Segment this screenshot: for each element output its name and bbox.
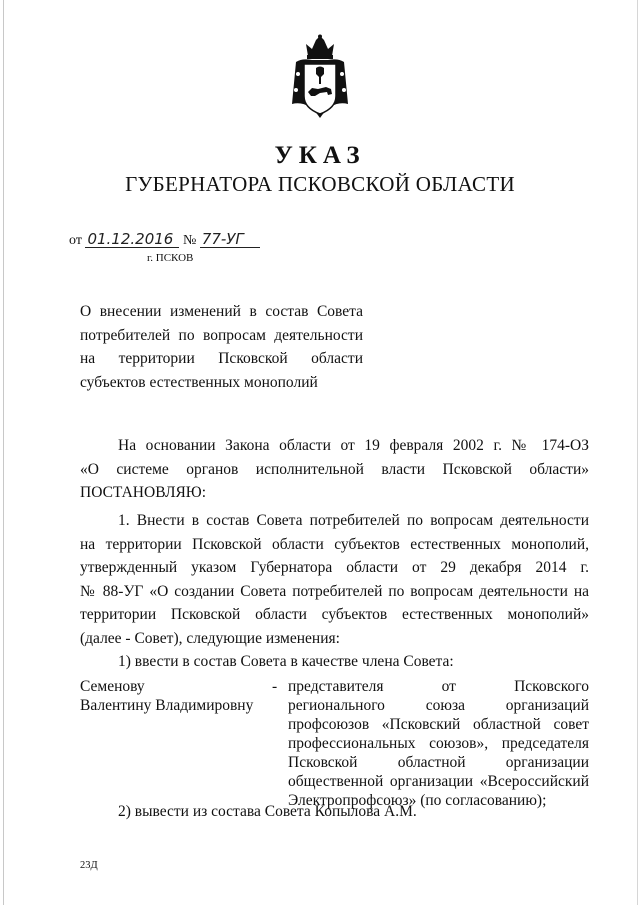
item-1-line: 1. Внести в состав Совета потребителей по вопросам деятельности xyxy=(118,512,589,529)
subitem-1-text: 1) ввести в состав Совета в качестве члена Совета: xyxy=(118,653,454,670)
member-description-line: профсоюзов «Псковский областной совет xyxy=(288,716,589,733)
member-description-line: профессиональных союзов», председателя xyxy=(288,735,589,752)
subitem-2 xyxy=(80,800,589,824)
scan-edge-right xyxy=(637,0,638,905)
member-dash: - xyxy=(272,678,278,695)
item-1-paragraph xyxy=(80,509,589,650)
pskov-coat-of-arms-emblem xyxy=(282,34,358,124)
preamble-paragraph xyxy=(80,434,589,505)
handwritten-date: 01.12.2016 xyxy=(85,232,179,248)
member-given-names: Валентину Владимировну xyxy=(80,697,254,714)
handwritten-number: 77-УГ xyxy=(200,232,260,248)
date-prefix: от xyxy=(69,233,82,248)
member-description-line: Псковской областной организации xyxy=(288,754,589,771)
member-description-line: Электропрофсоюз» (по согласованию); xyxy=(288,792,547,809)
subject-line: потребителей по вопросам деятельности xyxy=(80,326,363,344)
subitem-2-text: 2) вывести из состава Совета Копылова А.М. xyxy=(118,803,417,820)
item-1-line: утвержденный указом Губернатора области от 29 декабря 2014 г. xyxy=(80,559,589,576)
subitem-1 xyxy=(80,650,589,674)
member-description xyxy=(288,677,589,810)
member-description-line: представителя от Псковского xyxy=(288,678,589,695)
preamble-line: На основании Закона области от 19 февраля 2002 г. № 174-ОЗ xyxy=(118,437,589,454)
scan-edge-left xyxy=(3,0,4,905)
subject-line: на территории Псковской области xyxy=(80,350,363,367)
preamble-line: «О системе органов исполнительной власти Псковской области» xyxy=(80,460,589,478)
subject-line: О внесении изменений в состав Совета xyxy=(80,303,363,320)
member-name xyxy=(80,677,270,715)
date-number-line xyxy=(69,232,260,249)
resolution-keyword: ПОСТАНОВЛЯЮ: xyxy=(80,484,207,501)
issuer-title: ГУБЕРНАТОРА ПСКОВСКОЙ ОБЛАСТИ xyxy=(125,172,515,196)
item-1-line: № 88-УГ «О создании Совета потребителей по вопросам деятельности на xyxy=(80,582,589,600)
subject-block xyxy=(80,300,363,394)
item-1-line: на территории Псковской области субъектов естественных монополий, xyxy=(80,535,589,553)
member-surname: Семенову xyxy=(80,678,145,695)
city-label: г. ПСКОВ xyxy=(147,252,194,264)
member-description-line: общественной организации «Всероссийский xyxy=(288,773,589,790)
member-description-line: регионального союза организаций xyxy=(288,697,589,714)
document-type-title: УКАЗ xyxy=(274,142,366,169)
item-1-line: (далее - Совет), следующие изменения: xyxy=(80,629,340,647)
subject-line: субъектов естественных монополий xyxy=(80,373,318,391)
footer-code: 23Д xyxy=(80,860,98,871)
number-sign: № xyxy=(182,233,197,248)
item-1-line: территории Псковской области субъектов естественных монополий» xyxy=(80,606,589,623)
